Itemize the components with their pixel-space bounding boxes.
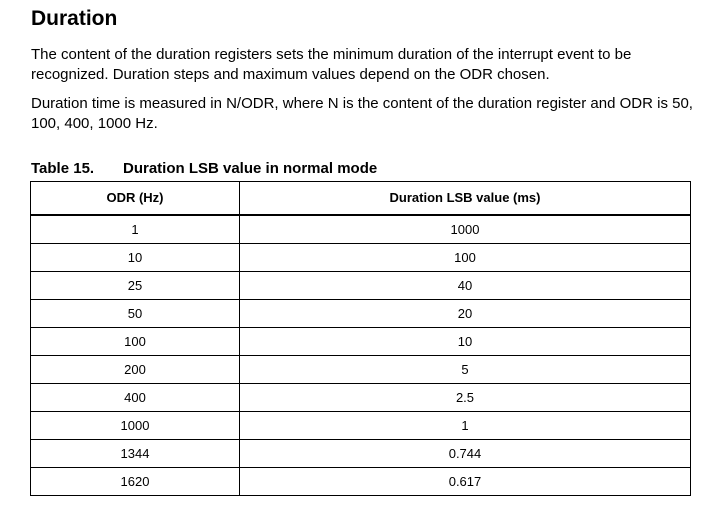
cell-duration: 0.744 [240,440,691,468]
table-caption-label: Table 15. [31,160,95,177]
cell-odr: 1 [31,215,240,244]
cell-duration: 5 [240,356,691,384]
section-heading: Duration [31,7,118,30]
cell-duration: 2.5 [240,384,691,412]
cell-duration: 10 [240,328,691,356]
header-duration-lsb: Duration LSB value (ms) [240,182,691,216]
table-caption-title: Duration LSB value in normal mode [123,160,378,177]
cell-odr: 100 [31,328,240,356]
table-row [31,328,691,356]
cell-odr: 400 [31,384,240,412]
table-row [31,215,691,244]
table-row [31,384,691,412]
cell-duration: 0.617 [240,468,691,496]
cell-duration: 40 [240,272,691,300]
table-row [31,468,691,496]
header-odr: ODR (Hz) [31,182,240,216]
table-row [31,300,691,328]
table-row [31,356,691,384]
cell-duration: 100 [240,244,691,272]
table-header-row [31,182,691,216]
paragraph-duration-time: Duration time is measured in N/ODR, where N is the content of the duration register and ODR is 50, 100, 400, 1000 Hz. [31,95,693,132]
cell-odr: 1344 [31,440,240,468]
table-row [31,272,691,300]
cell-duration: 1 [240,412,691,440]
cell-odr: 25 [31,272,240,300]
cell-odr: 200 [31,356,240,384]
cell-duration: 20 [240,300,691,328]
table-row [31,440,691,468]
cell-odr: 10 [31,244,240,272]
cell-odr: 50 [31,300,240,328]
table-row [31,412,691,440]
cell-duration: 1000 [240,215,691,244]
paragraph-duration-registers: The content of the duration registers sets the minimum duration of the interrupt event to be recognized. Duration steps and maximum values depend on the ODR chosen. [31,46,632,83]
table-caption [31,159,377,179]
cell-odr: 1620 [31,468,240,496]
cell-odr: 1000 [31,412,240,440]
table-row [31,244,691,272]
duration-lsb-table [30,181,691,496]
